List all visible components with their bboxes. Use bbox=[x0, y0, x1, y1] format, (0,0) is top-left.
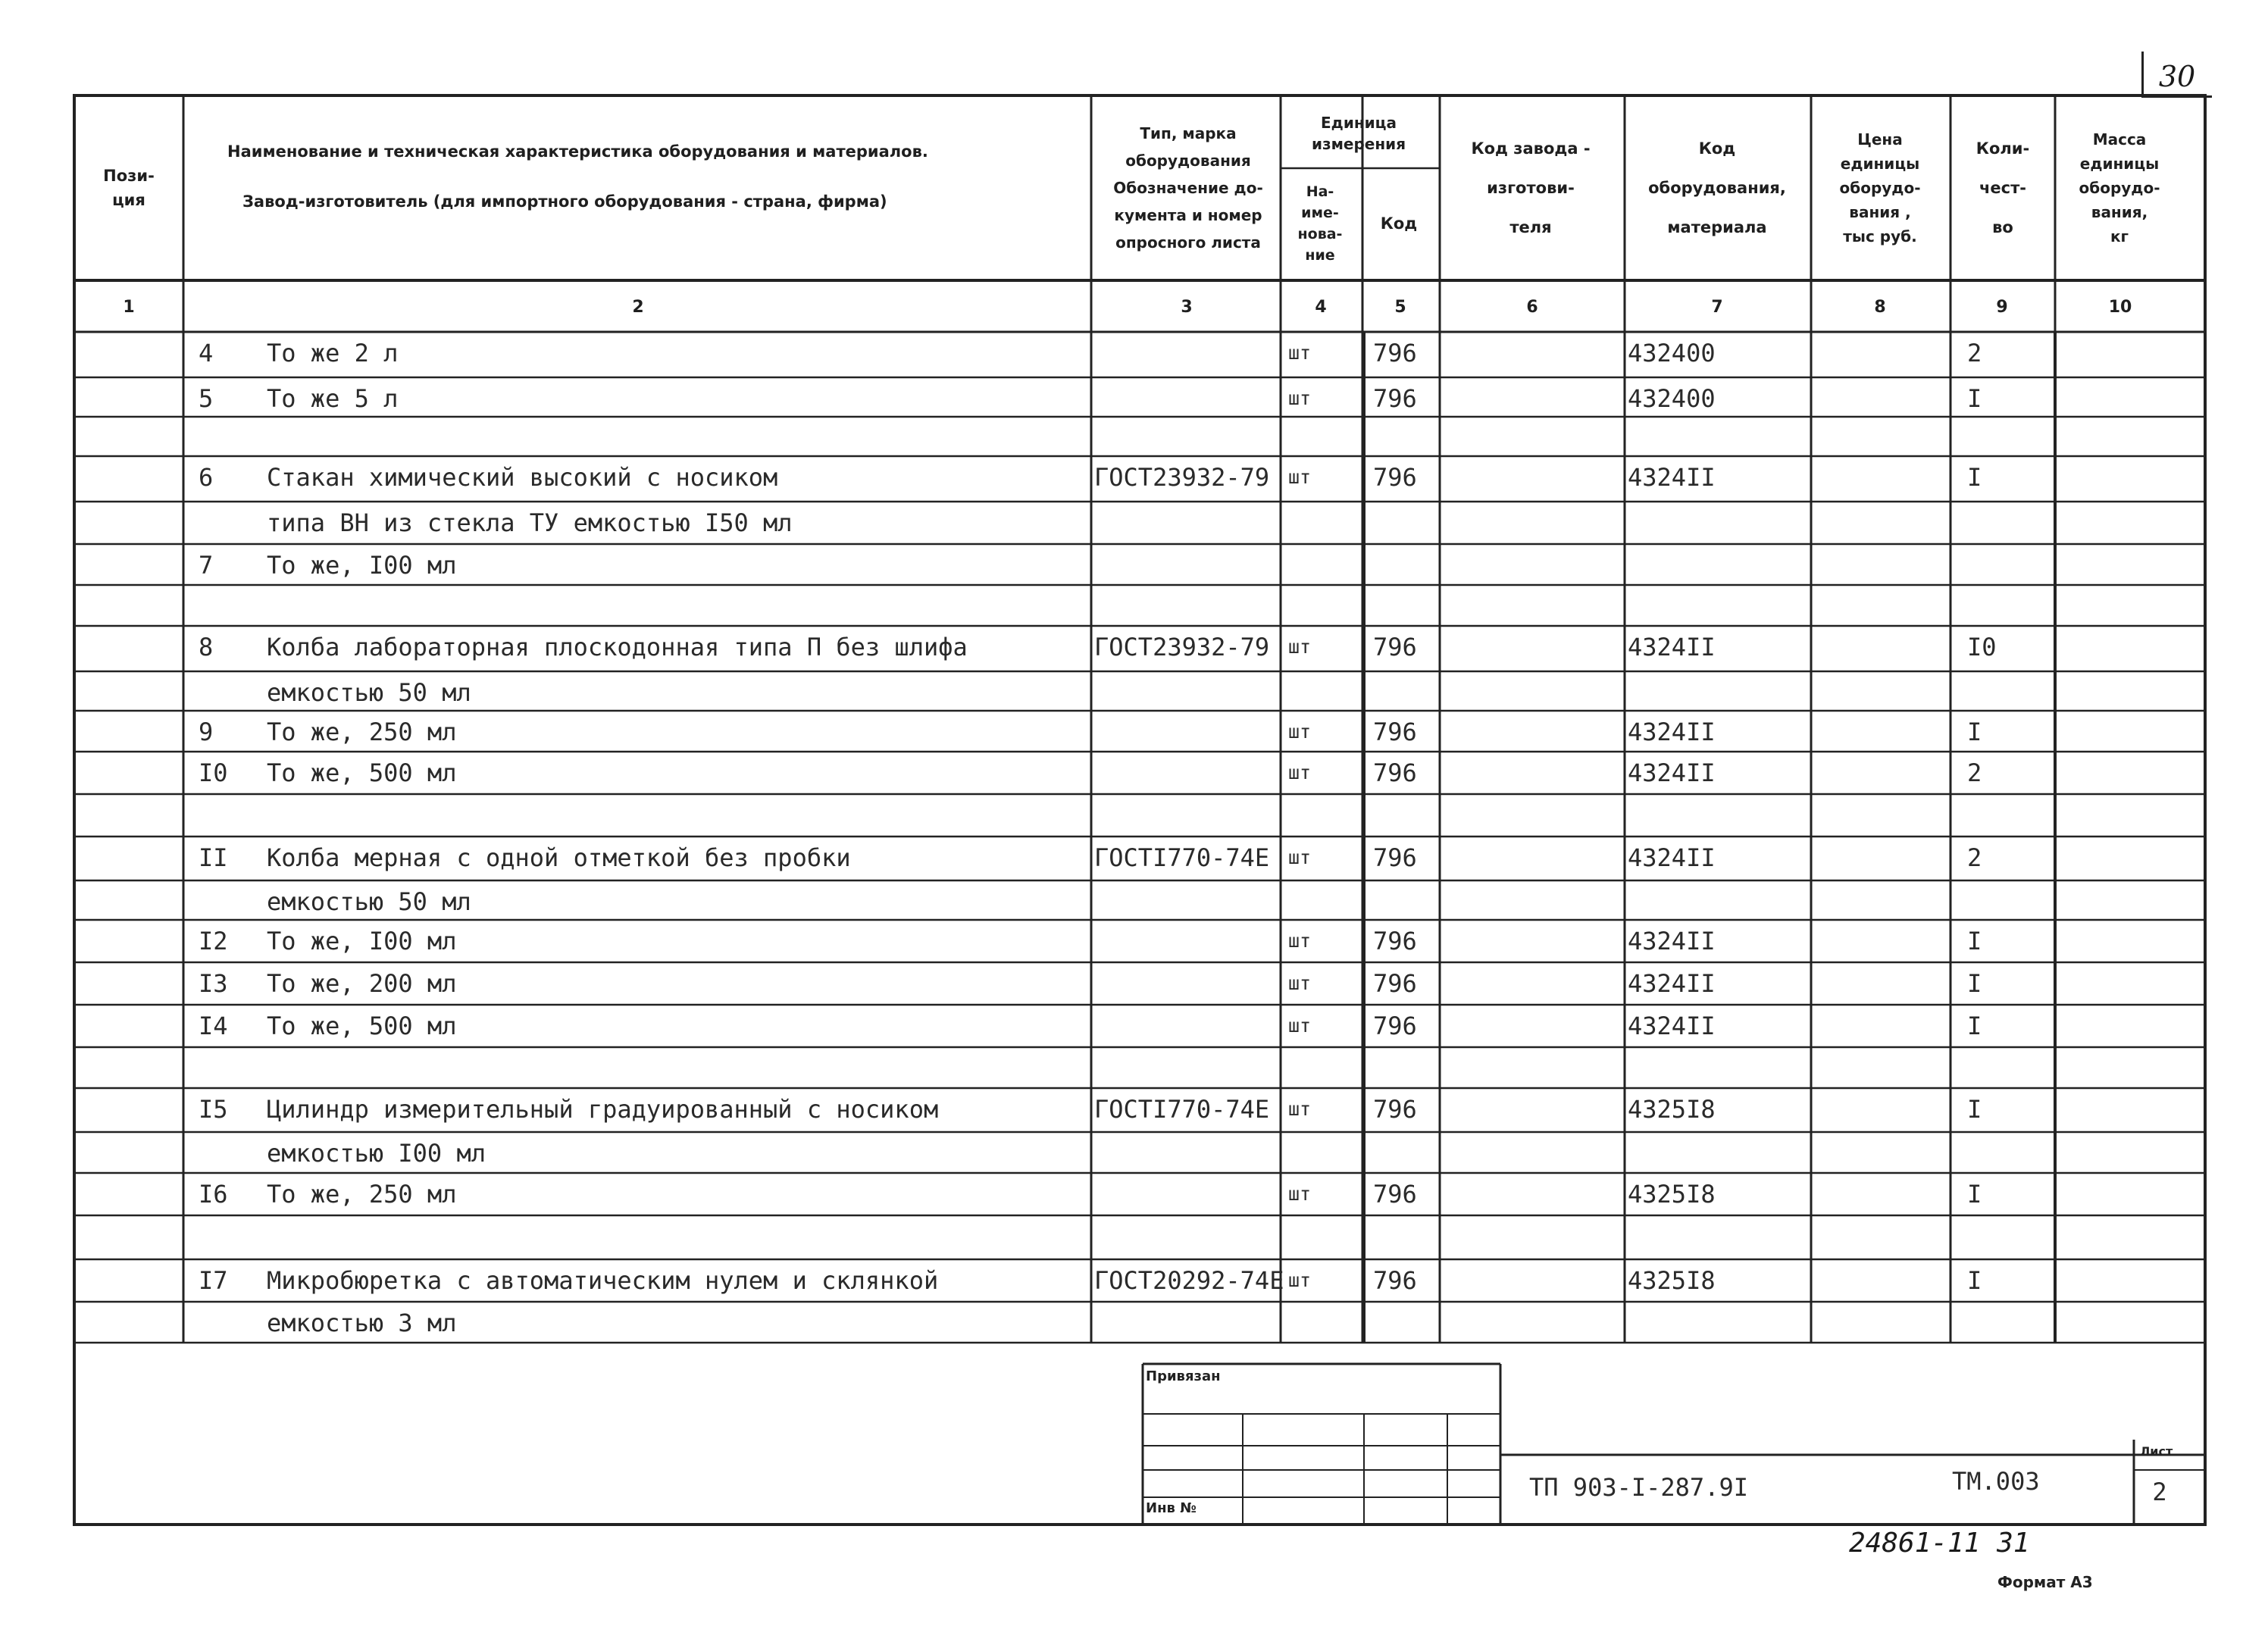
row-quantity: I0 bbox=[1967, 633, 1997, 661]
row-position: I5 bbox=[199, 1095, 228, 1124]
colnum-7: 7 bbox=[1711, 297, 1723, 317]
row-name: Цилиндр измерительный градуированный с носиком bbox=[267, 1095, 939, 1124]
row-equipment-code: 4324II bbox=[1628, 758, 1716, 787]
row-equipment-code: 4325I8 bbox=[1628, 1180, 1716, 1209]
colnum-8: 8 bbox=[1874, 297, 1886, 317]
row-quantity: I bbox=[1967, 718, 1982, 746]
colnum-4: 4 bbox=[1315, 297, 1327, 317]
colnum-9: 9 bbox=[1996, 297, 2008, 317]
row-type: ГОСТI770-74Е bbox=[1094, 1095, 1270, 1124]
stamp-project-code: ТП 903-I-287.9I bbox=[1529, 1473, 1748, 1502]
row-position: I7 bbox=[199, 1266, 228, 1295]
row-name: емкостью 50 мл bbox=[267, 678, 471, 707]
row-unit: шт bbox=[1288, 342, 1312, 364]
row-name: То же, 250 мл bbox=[267, 1180, 457, 1209]
row-position: 9 bbox=[199, 718, 214, 746]
row-equipment-code: 4324II bbox=[1628, 843, 1716, 872]
row-type: ГОСТ23932-79 bbox=[1094, 463, 1270, 492]
row-quantity: I bbox=[1967, 384, 1982, 413]
stamp-inv-label: Инв № bbox=[1146, 1500, 1197, 1516]
row-type: ГОСТ23932-79 bbox=[1094, 633, 1270, 661]
archive-number: 24861-11 31 bbox=[1849, 1528, 2030, 1559]
row-name: То же, 500 мл bbox=[267, 1012, 457, 1040]
row-quantity: I bbox=[1967, 1012, 1982, 1040]
row-position: I6 bbox=[199, 1180, 228, 1209]
row-name: емкостью 50 мл bbox=[267, 887, 471, 916]
row-unit: шт bbox=[1288, 387, 1312, 409]
header-type: Тип, марка оборудования Обозначение до- кумента и номер опросного листа bbox=[1113, 124, 1263, 252]
header-name-line1: Наименование и техническая характеристика оборудования и материалов. bbox=[227, 142, 928, 161]
row-position: I0 bbox=[199, 758, 228, 787]
row-position: 5 bbox=[199, 384, 214, 413]
row-position: I2 bbox=[199, 927, 228, 955]
row-equipment-code: 4325I8 bbox=[1628, 1095, 1716, 1124]
header-mass: Масса единицы оборудо- вания, кг bbox=[2079, 130, 2160, 245]
header-quantity: Коли- чест- во bbox=[1976, 139, 2030, 236]
row-name: То же 5 л bbox=[267, 384, 399, 413]
row-name: емкостью I00 мл bbox=[267, 1139, 486, 1168]
row-unit: шт bbox=[1288, 930, 1312, 952]
row-position: 7 bbox=[199, 551, 214, 580]
row-unit: шт bbox=[1288, 1183, 1312, 1205]
row-equipment-code: 4324II bbox=[1628, 1012, 1716, 1040]
row-equipment-code: 432400 bbox=[1628, 339, 1716, 367]
row-unit: шт bbox=[1288, 636, 1312, 658]
row-position: 4 bbox=[199, 339, 214, 367]
colnum-5: 5 bbox=[1394, 297, 1406, 317]
header-name-line2: Завод-изготовитель (для импортного оборудования - страна, фирма) bbox=[242, 192, 887, 211]
row-unit-code: 796 bbox=[1373, 718, 1417, 746]
row-equipment-code: 4325I8 bbox=[1628, 1266, 1716, 1295]
row-equipment-code: 432400 bbox=[1628, 384, 1716, 413]
row-equipment-code: 4324II bbox=[1628, 633, 1716, 661]
stamp-doc-code: ТМ.003 bbox=[1952, 1467, 2040, 1496]
sheet-corner-number: 30 bbox=[2158, 60, 2196, 93]
row-name: То же, I00 мл bbox=[267, 551, 457, 580]
row-equipment-code: 4324II bbox=[1628, 463, 1716, 492]
colnum-3: 3 bbox=[1181, 297, 1193, 317]
row-equipment-code: 4324II bbox=[1628, 718, 1716, 746]
row-name: емкостью 3 мл bbox=[267, 1309, 457, 1337]
row-position: II bbox=[199, 843, 228, 872]
row-name: То же, 200 мл bbox=[267, 969, 457, 998]
row-name: Микробюретка с автоматическим нулем и склянкой bbox=[267, 1266, 939, 1295]
row-unit: шт bbox=[1288, 762, 1312, 783]
stamp-sheet-number: 2 bbox=[2152, 1478, 2167, 1506]
row-quantity: I bbox=[1967, 1095, 1982, 1124]
row-quantity: I bbox=[1967, 1180, 1982, 1209]
row-unit-code: 796 bbox=[1373, 463, 1417, 492]
colnum-2: 2 bbox=[632, 297, 644, 317]
row-unit: шт bbox=[1288, 1269, 1312, 1291]
row-unit-code: 796 bbox=[1373, 1266, 1417, 1295]
row-type: ГОСТI770-74Е bbox=[1094, 843, 1270, 872]
stamp-sheet-label: Лист bbox=[2140, 1444, 2173, 1459]
row-unit: шт bbox=[1288, 972, 1312, 994]
row-quantity: 2 bbox=[1967, 843, 1982, 872]
row-quantity: I bbox=[1967, 969, 1982, 998]
row-unit: шт bbox=[1288, 846, 1312, 868]
row-name: Колба лабораторная плоскодонная типа П без шлифа bbox=[267, 633, 968, 661]
header-unit-name: На- име- нова- ние bbox=[1297, 183, 1343, 264]
header-unit-code: Код bbox=[1380, 214, 1418, 233]
row-unit-code: 796 bbox=[1373, 969, 1417, 998]
row-name: Стакан химический высокий с носиком bbox=[267, 463, 778, 492]
header-price: Цена единицы оборудо- вания , тыс руб. bbox=[1839, 130, 1921, 245]
row-name: То же, I00 мл bbox=[267, 927, 457, 955]
row-position: 6 bbox=[199, 463, 214, 492]
row-type: ГОСТ20292-74Е bbox=[1094, 1266, 1284, 1295]
row-position: 8 bbox=[199, 633, 214, 661]
row-name: То же, 250 мл bbox=[267, 718, 457, 746]
row-unit-code: 796 bbox=[1373, 927, 1417, 955]
row-quantity: 2 bbox=[1967, 339, 1982, 367]
row-unit-code: 796 bbox=[1373, 384, 1417, 413]
row-unit-code: 796 bbox=[1373, 339, 1417, 367]
row-name: То же 2 л bbox=[267, 339, 399, 367]
row-quantity: 2 bbox=[1967, 758, 1982, 787]
row-equipment-code: 4324II bbox=[1628, 969, 1716, 998]
row-unit-code: 796 bbox=[1373, 1180, 1417, 1209]
header-factory-code: Код завода - изготови- теля bbox=[1471, 139, 1591, 236]
row-name: То же, 500 мл bbox=[267, 758, 457, 787]
row-unit-code: 796 bbox=[1373, 1095, 1417, 1124]
row-unit: шт bbox=[1288, 721, 1312, 743]
row-unit-code: 796 bbox=[1373, 843, 1417, 872]
row-position: I3 bbox=[199, 969, 228, 998]
row-quantity: I bbox=[1967, 1266, 1982, 1295]
row-unit: шт bbox=[1288, 466, 1312, 488]
row-unit: шт bbox=[1288, 1015, 1312, 1037]
row-name: Колба мерная с одной отметкой без пробки bbox=[267, 843, 851, 872]
row-quantity: I bbox=[1967, 927, 1982, 955]
format-label: Формат А3 bbox=[1997, 1573, 2093, 1591]
stamp-privyazan-label: Привязан bbox=[1146, 1368, 1221, 1384]
colnum-1: 1 bbox=[123, 297, 135, 317]
row-position: I4 bbox=[199, 1012, 228, 1040]
row-unit-code: 796 bbox=[1373, 633, 1417, 661]
row-equipment-code: 4324II bbox=[1628, 927, 1716, 955]
header-position: Пози- ция bbox=[103, 167, 155, 209]
header-equipment-code: Код оборудования, материала bbox=[1648, 139, 1786, 236]
row-unit: шт bbox=[1288, 1098, 1312, 1120]
row-name: типа ВН из стекла ТУ емкостью I50 мл bbox=[267, 508, 793, 537]
row-quantity: I bbox=[1967, 463, 1982, 492]
header-unit-group: Единица измерения bbox=[1311, 114, 1406, 153]
colnum-6: 6 bbox=[1526, 297, 1538, 317]
row-unit-code: 796 bbox=[1373, 758, 1417, 787]
row-unit-code: 796 bbox=[1373, 1012, 1417, 1040]
colnum-10: 10 bbox=[2108, 297, 2132, 317]
